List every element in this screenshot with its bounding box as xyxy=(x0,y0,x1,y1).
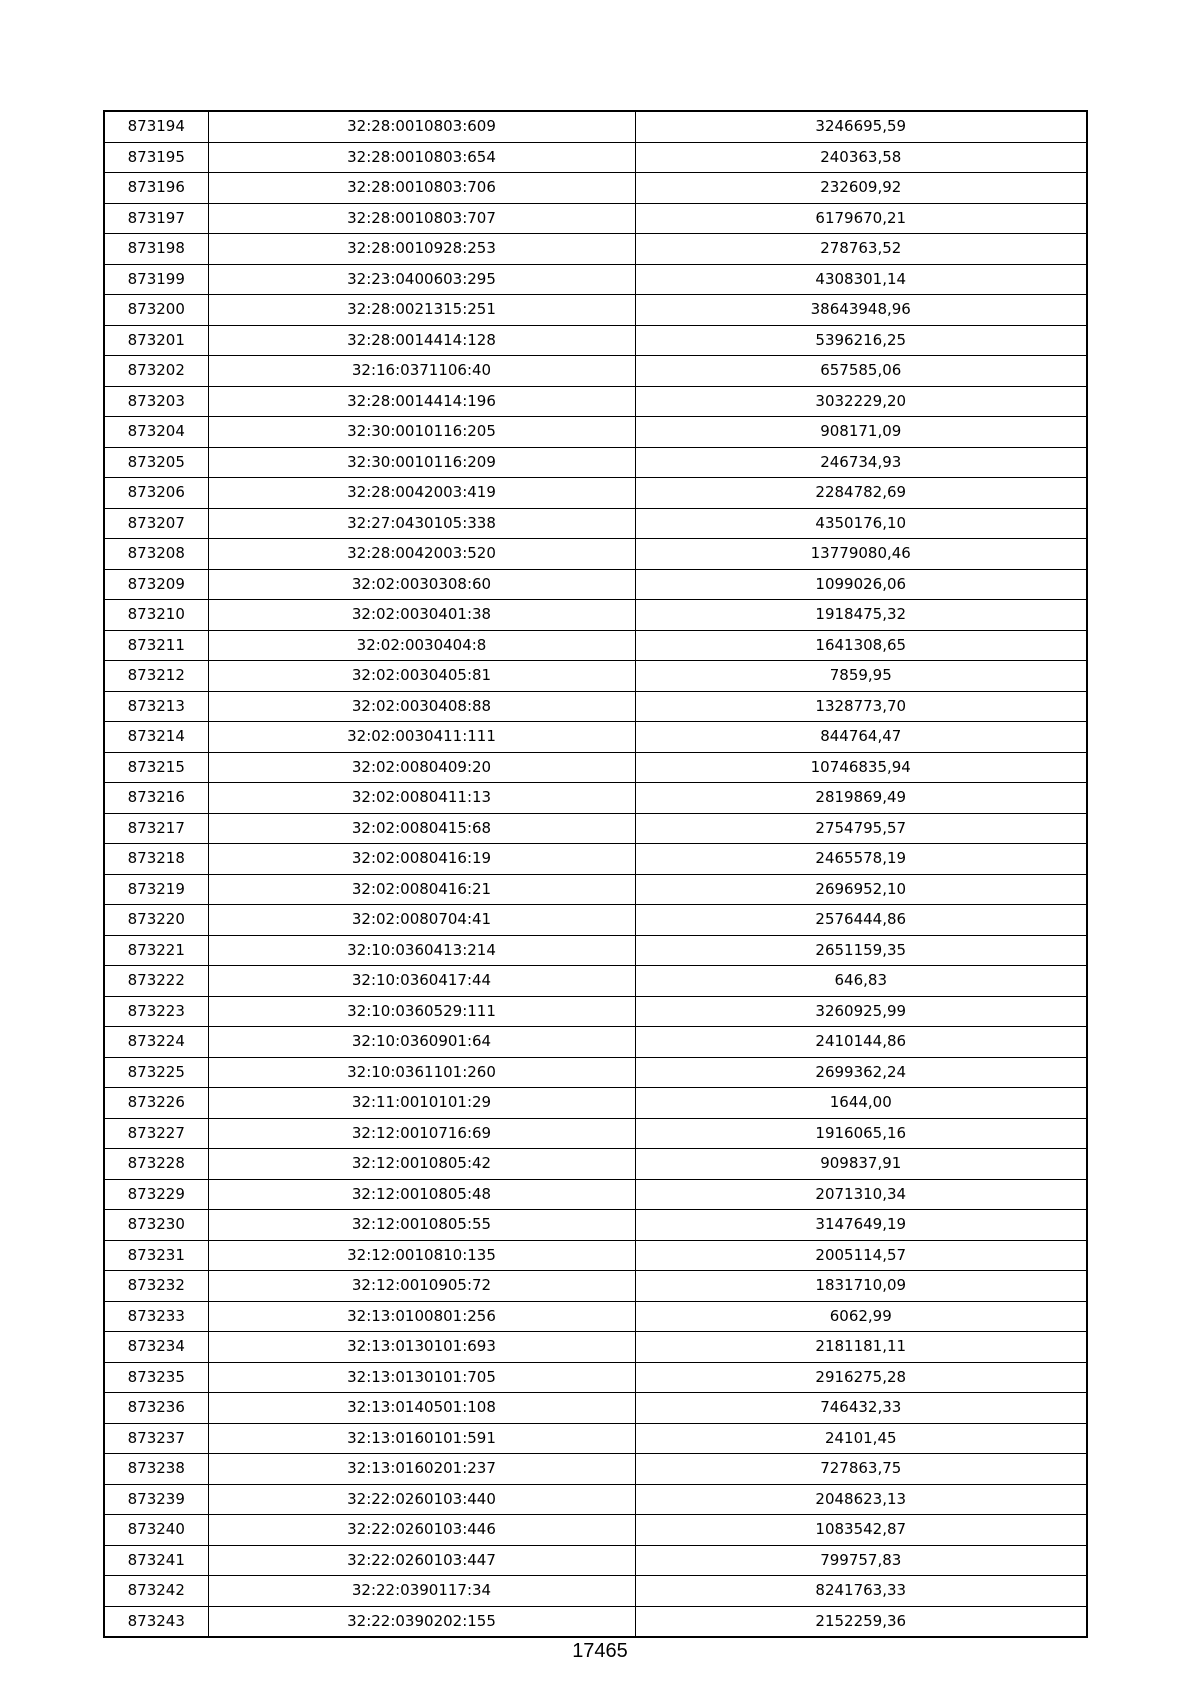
row-number-cell: 873213 xyxy=(104,691,208,722)
value-cell: 909837,91 xyxy=(635,1149,1087,1180)
table-row xyxy=(104,1179,1087,1210)
page-number: 17465 xyxy=(572,1640,628,1662)
value-cell: 844764,47 xyxy=(635,722,1087,753)
cadastral-number-cell: 32:12:0010805:55 xyxy=(208,1210,635,1241)
table-row xyxy=(104,447,1087,478)
value-cell: 4308301,14 xyxy=(635,264,1087,295)
row-number-cell: 873242 xyxy=(104,1576,208,1607)
cadastral-number-cell: 32:12:0010810:135 xyxy=(208,1240,635,1271)
table-row xyxy=(104,1545,1087,1576)
cadastral-number-cell: 32:28:0010803:707 xyxy=(208,203,635,234)
row-number-cell: 873231 xyxy=(104,1240,208,1271)
value-cell: 24101,45 xyxy=(635,1423,1087,1454)
value-cell: 278763,52 xyxy=(635,234,1087,265)
value-cell: 646,83 xyxy=(635,966,1087,997)
value-cell: 1831710,09 xyxy=(635,1271,1087,1302)
table-row xyxy=(104,1271,1087,1302)
table-row xyxy=(104,1027,1087,1058)
cadastral-number-cell: 32:12:0010905:72 xyxy=(208,1271,635,1302)
value-cell: 3032229,20 xyxy=(635,386,1087,417)
cadastral-number-cell: 32:13:0130101:705 xyxy=(208,1362,635,1393)
value-cell: 2181181,11 xyxy=(635,1332,1087,1363)
row-number-cell: 873223 xyxy=(104,996,208,1027)
value-cell: 4350176,10 xyxy=(635,508,1087,539)
row-number-cell: 873236 xyxy=(104,1393,208,1424)
table-body xyxy=(104,111,1087,1637)
table-row xyxy=(104,1606,1087,1637)
row-number-cell: 873217 xyxy=(104,813,208,844)
table-row xyxy=(104,691,1087,722)
table-row xyxy=(104,295,1087,326)
table-row xyxy=(104,478,1087,509)
table-row xyxy=(104,661,1087,692)
cadastral-number-cell: 32:10:0361101:260 xyxy=(208,1057,635,1088)
cadastral-number-cell: 32:10:0360529:111 xyxy=(208,996,635,1027)
cadastral-number-cell: 32:13:0130101:693 xyxy=(208,1332,635,1363)
cadastral-number-cell: 32:22:0390202:155 xyxy=(208,1606,635,1637)
row-number-cell: 873207 xyxy=(104,508,208,539)
value-cell: 799757,83 xyxy=(635,1545,1087,1576)
value-cell: 727863,75 xyxy=(635,1454,1087,1485)
cadastral-number-cell: 32:02:0080704:41 xyxy=(208,905,635,936)
cadastral-number-cell: 32:10:0360413:214 xyxy=(208,935,635,966)
cadastral-number-cell: 32:28:0010803:706 xyxy=(208,173,635,204)
cadastral-number-cell: 32:16:0371106:40 xyxy=(208,356,635,387)
value-cell: 1644,00 xyxy=(635,1088,1087,1119)
table-row xyxy=(104,1362,1087,1393)
row-number-cell: 873240 xyxy=(104,1515,208,1546)
table-row xyxy=(104,1332,1087,1363)
cadastral-number-cell: 32:30:0010116:205 xyxy=(208,417,635,448)
cadastral-number-cell: 32:02:0080409:20 xyxy=(208,752,635,783)
value-cell: 3260925,99 xyxy=(635,996,1087,1027)
row-number-cell: 873209 xyxy=(104,569,208,600)
row-number-cell: 873214 xyxy=(104,722,208,753)
table-row xyxy=(104,264,1087,295)
value-cell: 232609,92 xyxy=(635,173,1087,204)
row-number-cell: 873202 xyxy=(104,356,208,387)
cadastral-number-cell: 32:30:0010116:209 xyxy=(208,447,635,478)
table-row xyxy=(104,1484,1087,1515)
value-cell: 10746835,94 xyxy=(635,752,1087,783)
cadastral-number-cell: 32:02:0080411:13 xyxy=(208,783,635,814)
value-cell: 38643948,96 xyxy=(635,295,1087,326)
value-cell: 1916065,16 xyxy=(635,1118,1087,1149)
value-cell: 2754795,57 xyxy=(635,813,1087,844)
data-table xyxy=(103,110,1088,1638)
cadastral-number-cell: 32:28:0042003:520 xyxy=(208,539,635,570)
table-row xyxy=(104,1301,1087,1332)
row-number-cell: 873221 xyxy=(104,935,208,966)
row-number-cell: 873238 xyxy=(104,1454,208,1485)
row-number-cell: 873220 xyxy=(104,905,208,936)
table-row xyxy=(104,1057,1087,1088)
table-row xyxy=(104,722,1087,753)
cadastral-number-cell: 32:02:0030308:60 xyxy=(208,569,635,600)
value-cell: 657585,06 xyxy=(635,356,1087,387)
value-cell: 2465578,19 xyxy=(635,844,1087,875)
cadastral-number-cell: 32:13:0100801:256 xyxy=(208,1301,635,1332)
value-cell: 5396216,25 xyxy=(635,325,1087,356)
cadastral-number-cell: 32:28:0042003:419 xyxy=(208,478,635,509)
cadastral-number-cell: 32:13:0160101:591 xyxy=(208,1423,635,1454)
table-row xyxy=(104,1210,1087,1241)
table-row xyxy=(104,1393,1087,1424)
cadastral-number-cell: 32:22:0390117:34 xyxy=(208,1576,635,1607)
row-number-cell: 873201 xyxy=(104,325,208,356)
table-row xyxy=(104,844,1087,875)
value-cell: 6062,99 xyxy=(635,1301,1087,1332)
row-number-cell: 873216 xyxy=(104,783,208,814)
cadastral-number-cell: 32:23:0400603:295 xyxy=(208,264,635,295)
cadastral-number-cell: 32:12:0010805:48 xyxy=(208,1179,635,1210)
cadastral-number-cell: 32:11:0010101:29 xyxy=(208,1088,635,1119)
value-cell: 2696952,10 xyxy=(635,874,1087,905)
table-row xyxy=(104,417,1087,448)
row-number-cell: 873197 xyxy=(104,203,208,234)
cadastral-number-cell: 32:28:0014414:196 xyxy=(208,386,635,417)
value-cell: 2071310,34 xyxy=(635,1179,1087,1210)
row-number-cell: 873198 xyxy=(104,234,208,265)
value-cell: 1641308,65 xyxy=(635,630,1087,661)
cadastral-number-cell: 32:22:0260103:446 xyxy=(208,1515,635,1546)
cadastral-number-cell: 32:02:0080416:19 xyxy=(208,844,635,875)
row-number-cell: 873206 xyxy=(104,478,208,509)
row-number-cell: 873211 xyxy=(104,630,208,661)
row-number-cell: 873228 xyxy=(104,1149,208,1180)
value-cell: 3147649,19 xyxy=(635,1210,1087,1241)
value-cell: 2410144,86 xyxy=(635,1027,1087,1058)
table-row xyxy=(104,569,1087,600)
cadastral-number-cell: 32:02:0030405:81 xyxy=(208,661,635,692)
cadastral-number-cell: 32:12:0010716:69 xyxy=(208,1118,635,1149)
cadastral-number-cell: 32:28:0010803:654 xyxy=(208,142,635,173)
cadastral-number-cell: 32:13:0160201:237 xyxy=(208,1454,635,1485)
row-number-cell: 873212 xyxy=(104,661,208,692)
value-cell: 13779080,46 xyxy=(635,539,1087,570)
row-number-cell: 873194 xyxy=(104,111,208,142)
row-number-cell: 873195 xyxy=(104,142,208,173)
value-cell: 1328773,70 xyxy=(635,691,1087,722)
value-cell: 1918475,32 xyxy=(635,600,1087,631)
cadastral-number-cell: 32:02:0030408:88 xyxy=(208,691,635,722)
cadastral-number-cell: 32:28:0014414:128 xyxy=(208,325,635,356)
cadastral-number-cell: 32:27:0430105:338 xyxy=(208,508,635,539)
value-cell: 2048623,13 xyxy=(635,1484,1087,1515)
table-row xyxy=(104,630,1087,661)
value-cell: 908171,09 xyxy=(635,417,1087,448)
table-row xyxy=(104,996,1087,1027)
row-number-cell: 873225 xyxy=(104,1057,208,1088)
value-cell: 2916275,28 xyxy=(635,1362,1087,1393)
row-number-cell: 873226 xyxy=(104,1088,208,1119)
value-cell: 8241763,33 xyxy=(635,1576,1087,1607)
value-cell: 746432,33 xyxy=(635,1393,1087,1424)
cadastral-number-cell: 32:22:0260103:440 xyxy=(208,1484,635,1515)
row-number-cell: 873215 xyxy=(104,752,208,783)
value-cell: 6179670,21 xyxy=(635,203,1087,234)
row-number-cell: 873232 xyxy=(104,1271,208,1302)
cadastral-number-cell: 32:28:0010928:253 xyxy=(208,234,635,265)
row-number-cell: 873210 xyxy=(104,600,208,631)
value-cell: 3246695,59 xyxy=(635,111,1087,142)
table-row xyxy=(104,356,1087,387)
cadastral-number-cell: 32:12:0010805:42 xyxy=(208,1149,635,1180)
table-row xyxy=(104,1515,1087,1546)
row-number-cell: 873243 xyxy=(104,1606,208,1637)
cadastral-number-cell: 32:02:0030411:111 xyxy=(208,722,635,753)
cadastral-number-cell: 32:10:0360417:44 xyxy=(208,966,635,997)
row-number-cell: 873218 xyxy=(104,844,208,875)
value-cell: 2819869,49 xyxy=(635,783,1087,814)
cadastral-number-cell: 32:02:0030404:8 xyxy=(208,630,635,661)
table-row xyxy=(104,386,1087,417)
value-cell: 2152259,36 xyxy=(635,1606,1087,1637)
table-row xyxy=(104,1576,1087,1607)
row-number-cell: 873233 xyxy=(104,1301,208,1332)
table-row xyxy=(104,173,1087,204)
row-number-cell: 873235 xyxy=(104,1362,208,1393)
value-cell: 2284782,69 xyxy=(635,478,1087,509)
table-row xyxy=(104,111,1087,142)
row-number-cell: 873203 xyxy=(104,386,208,417)
table-row xyxy=(104,539,1087,570)
table-row xyxy=(104,1240,1087,1271)
row-number-cell: 873219 xyxy=(104,874,208,905)
table-row xyxy=(104,1149,1087,1180)
cadastral-number-cell: 32:28:0021315:251 xyxy=(208,295,635,326)
table-row xyxy=(104,752,1087,783)
row-number-cell: 873204 xyxy=(104,417,208,448)
table-row xyxy=(104,813,1087,844)
row-number-cell: 873230 xyxy=(104,1210,208,1241)
row-number-cell: 873241 xyxy=(104,1545,208,1576)
table-row xyxy=(104,325,1087,356)
row-number-cell: 873239 xyxy=(104,1484,208,1515)
cadastral-number-cell: 32:02:0030401:38 xyxy=(208,600,635,631)
cadastral-number-cell: 32:02:0080416:21 xyxy=(208,874,635,905)
table-row xyxy=(104,508,1087,539)
row-number-cell: 873196 xyxy=(104,173,208,204)
cadastral-number-cell: 32:02:0080415:68 xyxy=(208,813,635,844)
table-row xyxy=(104,142,1087,173)
value-cell: 2651159,35 xyxy=(635,935,1087,966)
row-number-cell: 873234 xyxy=(104,1332,208,1363)
value-cell: 240363,58 xyxy=(635,142,1087,173)
value-cell: 2699362,24 xyxy=(635,1057,1087,1088)
cadastral-number-cell: 32:28:0010803:609 xyxy=(208,111,635,142)
table-row xyxy=(104,1423,1087,1454)
row-number-cell: 873205 xyxy=(104,447,208,478)
table-row xyxy=(104,783,1087,814)
value-cell: 246734,93 xyxy=(635,447,1087,478)
row-number-cell: 873200 xyxy=(104,295,208,326)
cadastral-number-cell: 32:22:0260103:447 xyxy=(208,1545,635,1576)
value-cell: 2576444,86 xyxy=(635,905,1087,936)
cadastral-number-cell: 32:10:0360901:64 xyxy=(208,1027,635,1058)
row-number-cell: 873237 xyxy=(104,1423,208,1454)
table-row xyxy=(104,905,1087,936)
table-row xyxy=(104,203,1087,234)
table-row xyxy=(104,1454,1087,1485)
table-row xyxy=(104,935,1087,966)
cadastral-number-cell: 32:13:0140501:108 xyxy=(208,1393,635,1424)
row-number-cell: 873229 xyxy=(104,1179,208,1210)
value-cell: 2005114,57 xyxy=(635,1240,1087,1271)
row-number-cell: 873199 xyxy=(104,264,208,295)
row-number-cell: 873227 xyxy=(104,1118,208,1149)
row-number-cell: 873208 xyxy=(104,539,208,570)
value-cell: 1083542,87 xyxy=(635,1515,1087,1546)
value-cell: 7859,95 xyxy=(635,661,1087,692)
table-row xyxy=(104,1088,1087,1119)
value-cell: 1099026,06 xyxy=(635,569,1087,600)
table-row xyxy=(104,234,1087,265)
table-row xyxy=(104,966,1087,997)
row-number-cell: 873222 xyxy=(104,966,208,997)
table-row xyxy=(104,874,1087,905)
table-row xyxy=(104,1118,1087,1149)
row-number-cell: 873224 xyxy=(104,1027,208,1058)
table-row xyxy=(104,600,1087,631)
